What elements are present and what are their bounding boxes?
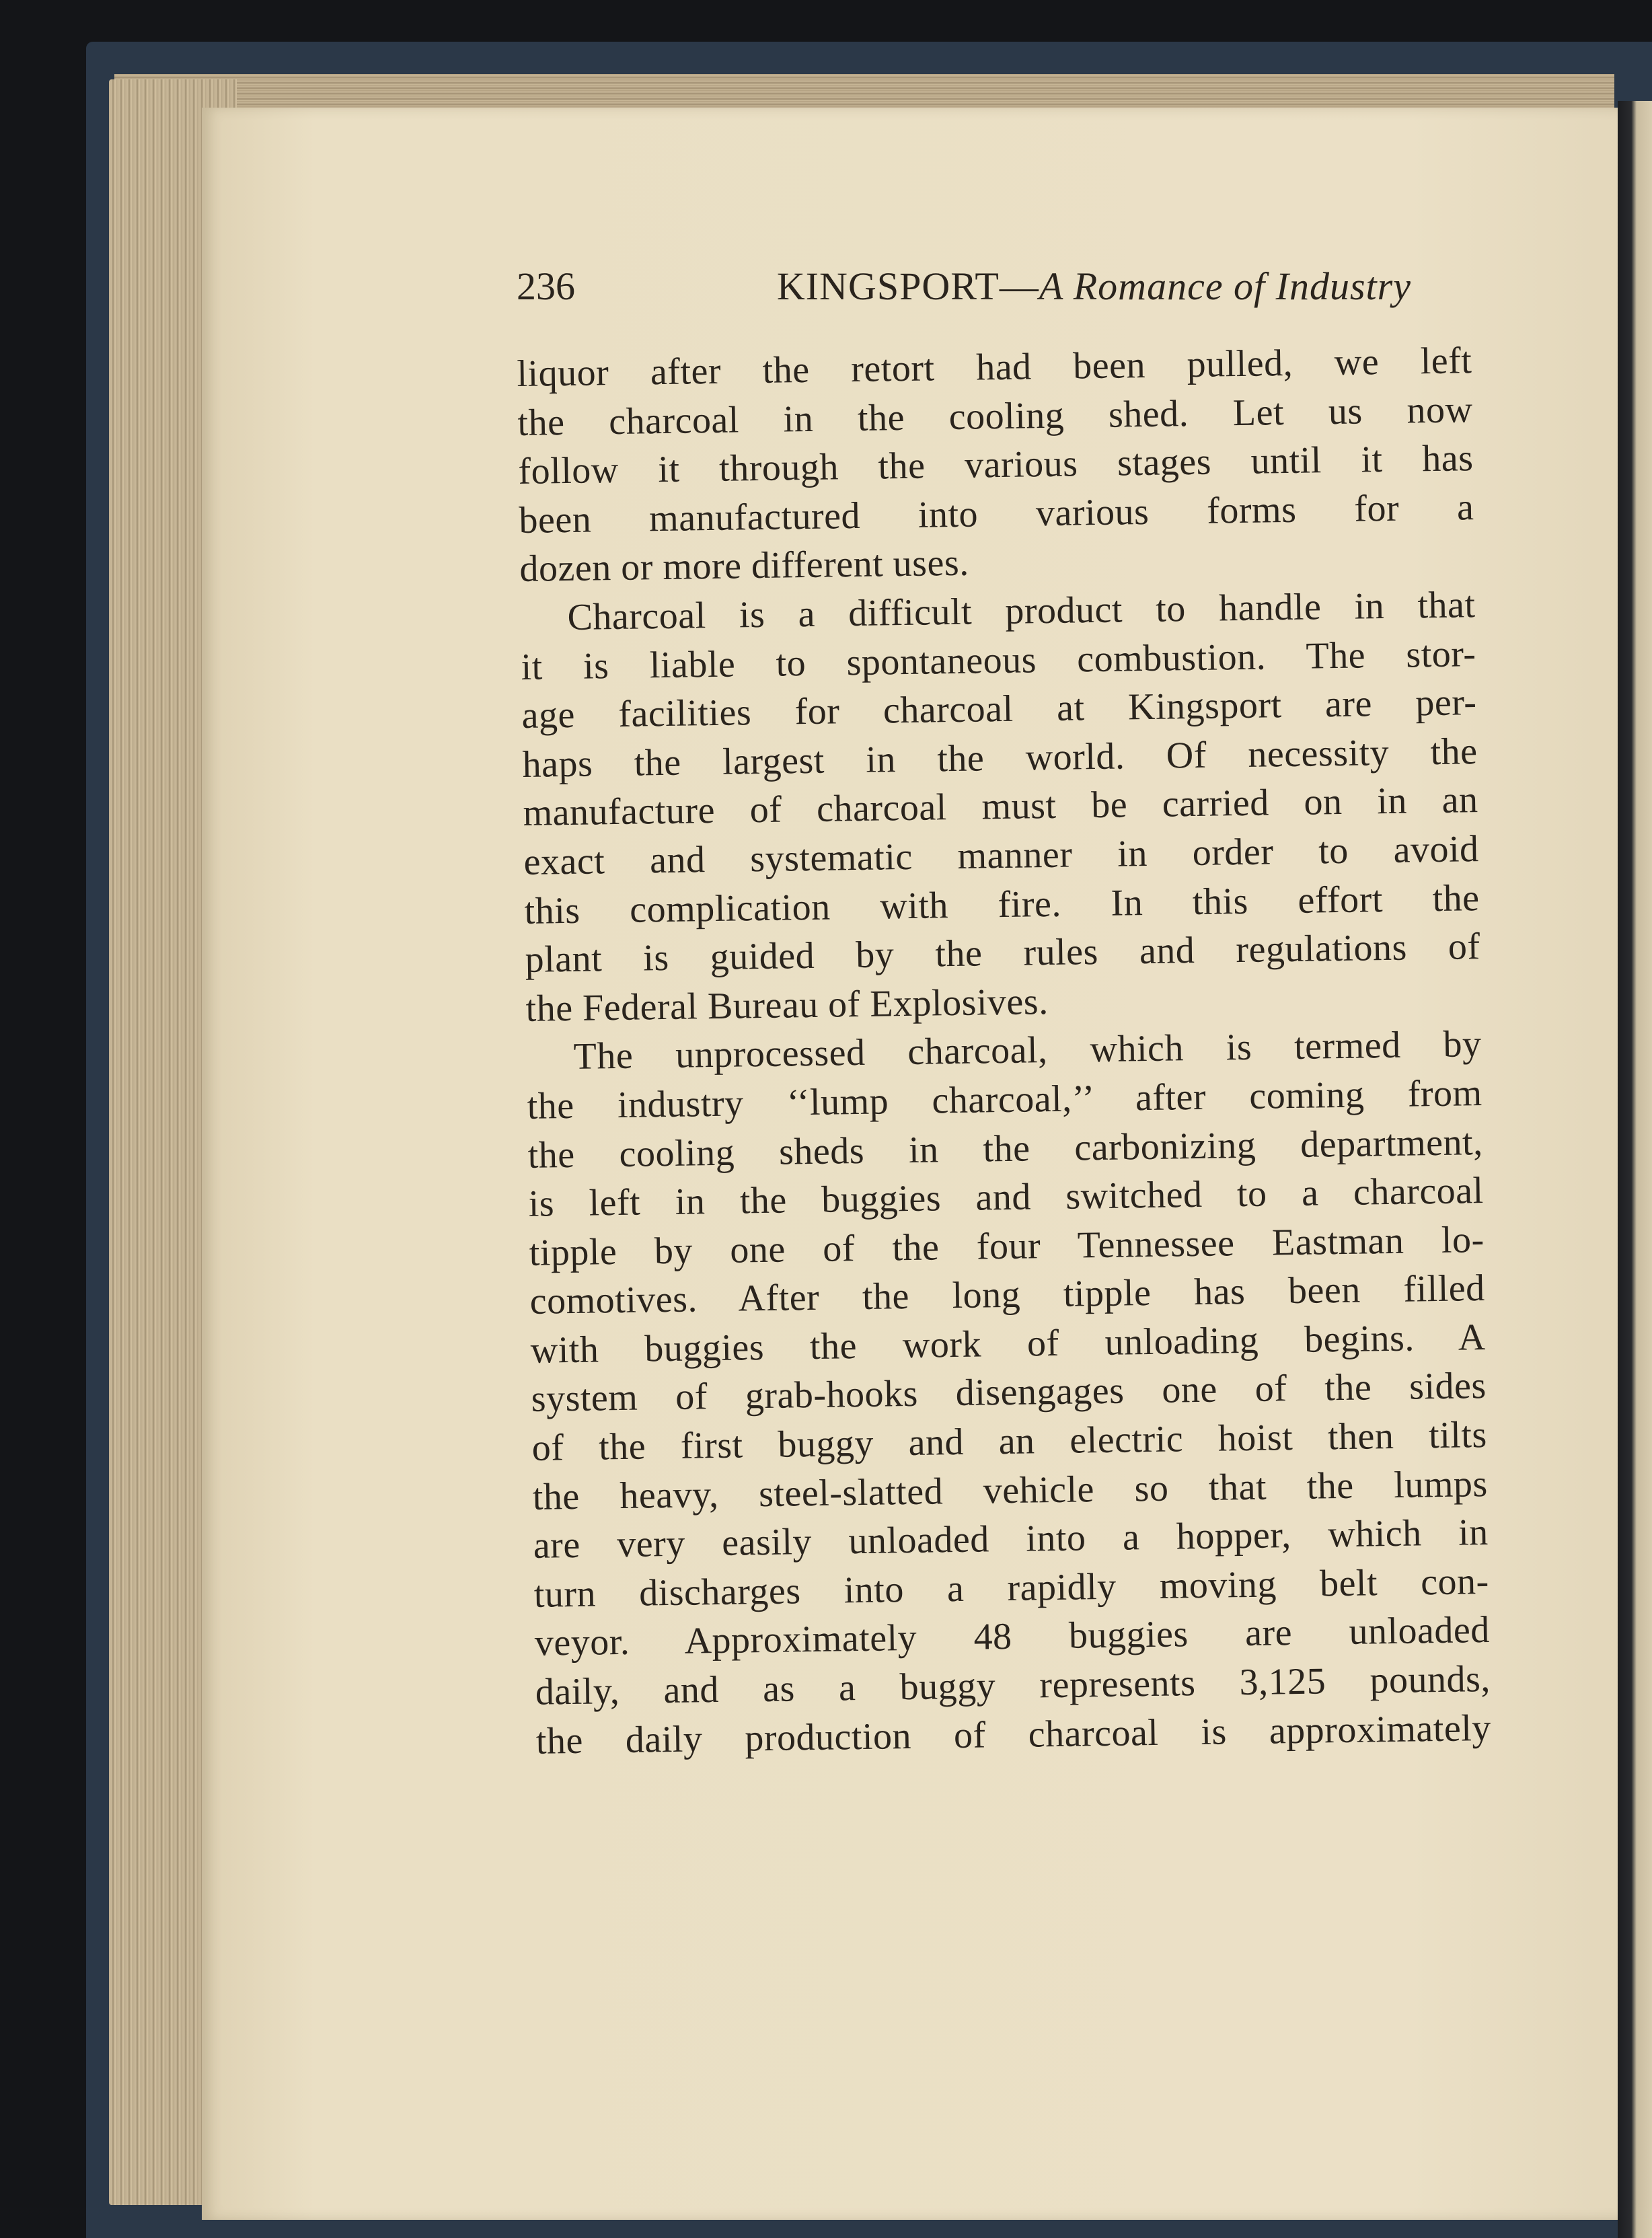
text-line: follow it through the various stages until it has xyxy=(518,437,1474,493)
body-text xyxy=(517,336,1491,1766)
text-line: it is liable to spontaneous combustion. The stor- xyxy=(521,632,1476,688)
text-line: the heavy, steel-slatted vehicle so that the lumps xyxy=(532,1462,1489,1518)
text-line: been manufactured into various forms for a xyxy=(519,486,1474,542)
book-subtitle: A Romance of Industry xyxy=(1039,264,1411,308)
text-line: the industry ‘‘lump charcoal,’’ after coming from xyxy=(527,1072,1483,1127)
text-line: veyor. Approximately 48 buggies are unloaded xyxy=(534,1609,1491,1665)
text-line: are very easily unloaded into a hopper, which in xyxy=(533,1512,1489,1567)
book-title: KINGSPORT— xyxy=(776,264,1039,308)
text-line: of the first buggy and an electric hoist then tilts xyxy=(531,1414,1488,1469)
running-title xyxy=(777,264,1411,309)
page-number: 236 xyxy=(517,264,575,308)
facing-page-gutter xyxy=(1618,101,1652,2238)
text-line: exact and systematic manner in order to avoid xyxy=(523,828,1479,883)
text-line: comotives. After the long tipple has been filled xyxy=(529,1267,1486,1323)
text-line: dozen or more different uses. xyxy=(519,542,970,591)
text-line: the Federal Bureau of Explosives. xyxy=(525,980,1049,1030)
text-line: the daily production of charcoal is approximately xyxy=(535,1707,1492,1762)
text-line: manufacture of charcoal must be carried on in an xyxy=(523,779,1478,835)
text-line: plant is guided by the rules and regulations of xyxy=(525,926,1480,981)
running-head xyxy=(517,264,1411,309)
text-line: with buggies the work of unloading begins. A xyxy=(530,1316,1487,1372)
text-line: liquor after the retort had been pulled, we left xyxy=(517,340,1472,395)
text-line: the charcoal in the cooling shed. Let us now xyxy=(517,388,1473,444)
text-line: age facilities for charcoal at Kingsport are per- xyxy=(521,681,1477,737)
text-line: haps the largest in the world. Of necessity the xyxy=(522,730,1478,786)
text-line: daily, and as a buggy represents 3,125 pounds, xyxy=(535,1658,1491,1713)
text-line: Charcoal is a difficult product to handle in that xyxy=(567,584,1476,638)
text-line: The unprocessed charcoal, which is termed by xyxy=(573,1023,1482,1078)
text-line: tipple by one of the four Tennessee Eastman lo- xyxy=(529,1218,1485,1274)
text-line: this complication with fire. In this effort the xyxy=(524,876,1480,932)
text-line: is left in the buggies and switched to a charcoal xyxy=(528,1170,1485,1225)
text-line: turn discharges into a rapidly moving belt con- xyxy=(533,1560,1490,1616)
text-line: system of grab-hooks disengages one of the sides xyxy=(531,1365,1487,1421)
text-line: the cooling sheds in the carbonizing department, xyxy=(527,1121,1484,1177)
